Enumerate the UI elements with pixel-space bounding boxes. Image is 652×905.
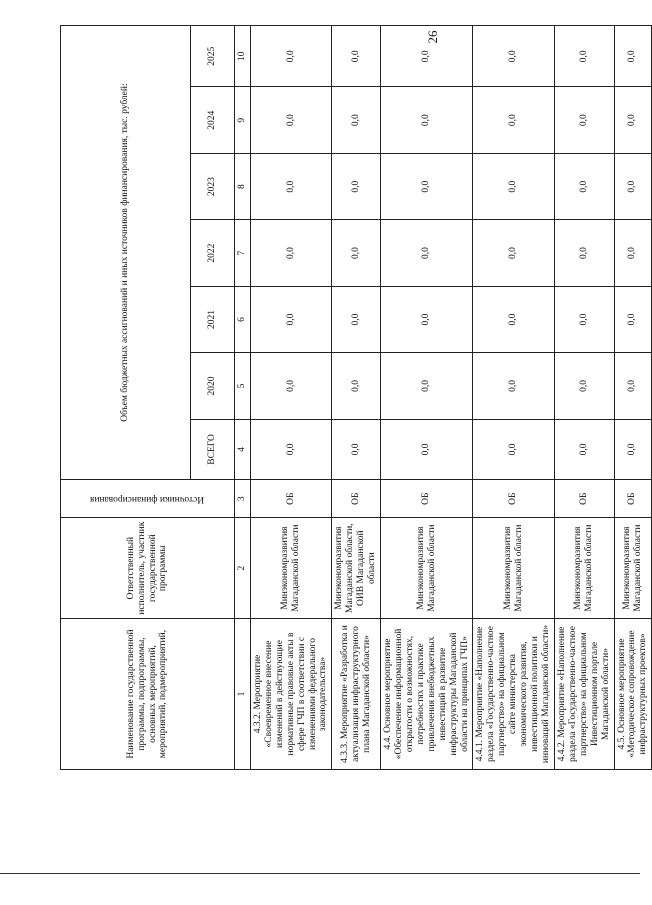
budget-table xyxy=(60,25,652,770)
header-name: Наименование государственной программы, подпрограммы, основных мероприятий, мероприятий, подмероприятий, xyxy=(61,619,235,770)
header-row-1 xyxy=(61,26,191,770)
header-total: ВСЕГО xyxy=(191,419,235,479)
row-source: ОБ xyxy=(332,480,381,518)
row-value: 0,0 xyxy=(614,87,652,153)
row-value: 0,0 xyxy=(554,286,614,352)
row-value: 0,0 xyxy=(473,286,554,352)
table-row xyxy=(381,26,473,770)
row-value: 0,0 xyxy=(473,87,554,153)
row-total: 0,0 xyxy=(332,419,381,479)
row-total: 0,0 xyxy=(250,419,331,479)
row-value: 0,0 xyxy=(332,286,381,352)
row-responsible: Минэкономразвития Магаданской области xyxy=(473,518,554,619)
column-number: 2 xyxy=(235,518,251,619)
row-value: 0,0 xyxy=(554,87,614,153)
row-total: 0,0 xyxy=(614,419,652,479)
row-value: 0,0 xyxy=(554,220,614,286)
row-source: ОБ xyxy=(614,480,652,518)
row-value: 0,0 xyxy=(381,353,473,419)
header-year: 2021 xyxy=(191,286,235,352)
row-value: 0,0 xyxy=(250,153,331,219)
row-value: 0,0 xyxy=(332,87,381,153)
column-number: 5 xyxy=(235,353,251,419)
row-value: 0,0 xyxy=(473,153,554,219)
table-row xyxy=(250,26,331,770)
row-source: ОБ xyxy=(554,480,614,518)
column-number: 9 xyxy=(235,87,251,153)
row-value: 0,0 xyxy=(614,26,652,88)
header-source xyxy=(61,480,235,518)
column-number: 6 xyxy=(235,286,251,352)
table-row xyxy=(473,26,554,770)
row-total: 0,0 xyxy=(381,419,473,479)
row-value: 0,0 xyxy=(332,353,381,419)
row-name: 4.4.2. Мероприятие «Наполнение раздела «Государственно-частное партнерство» на официальном Инвестиционном портале Магаданской области» xyxy=(554,619,614,770)
header-year: 2025 xyxy=(191,26,235,88)
column-number: 8 xyxy=(235,153,251,219)
header-responsible: Ответственный исполнитель, участник государственной программы xyxy=(61,518,235,619)
column-number: 10 xyxy=(235,26,251,88)
table-row xyxy=(332,26,381,770)
row-total: 0,0 xyxy=(554,419,614,479)
row-responsible: Минэкономразвития Магаданской области, ОИВ Магаданской области xyxy=(332,518,381,619)
row-value: 0,0 xyxy=(381,26,473,88)
column-number: 4 xyxy=(235,419,251,479)
row-name: 4.3.2. Мероприятие «Своевременное внесение изменений в действующие нормативные правовые акты в сфере ГЧП в соответствии с изменениями федерального законодательства» xyxy=(250,619,331,770)
row-value: 0,0 xyxy=(250,26,331,88)
row-source: ОБ xyxy=(473,480,554,518)
page-number: 26 xyxy=(425,30,440,44)
column-number: 7 xyxy=(235,220,251,286)
row-source: ОБ xyxy=(250,480,331,518)
row-value: 0,0 xyxy=(473,26,554,88)
row-value: 0,0 xyxy=(381,286,473,352)
row-responsible: Минэкономразвития Магаданской области xyxy=(250,518,331,619)
row-value: 0,0 xyxy=(250,286,331,352)
row-value: 0,0 xyxy=(554,26,614,88)
row-value: 0,0 xyxy=(381,153,473,219)
row-name: 4.3.3. Мероприятие «Разработка и актуализация инфраструктурного плана Магаданской области» xyxy=(332,619,381,770)
row-total: 0,0 xyxy=(473,419,554,479)
column-number: 1 xyxy=(235,619,251,770)
header-volume: Объем бюджетных ассигнований и иных источников финансирования, тыс. рублей: xyxy=(61,26,191,480)
row-value: 0,0 xyxy=(332,26,381,88)
table-row xyxy=(614,26,652,770)
row-name: 4.5. Основное мероприятие «Методическое сопровождение инфраструктурных проектов» xyxy=(614,619,652,770)
table-row xyxy=(554,26,614,770)
row-responsible: Минэкономразвития Магаданской области xyxy=(381,518,473,619)
column-number-row xyxy=(235,26,251,770)
row-value: 0,0 xyxy=(614,353,652,419)
row-value: 0,0 xyxy=(250,353,331,419)
row-value: 0,0 xyxy=(554,353,614,419)
row-source: ОБ xyxy=(381,480,473,518)
row-value: 0,0 xyxy=(381,87,473,153)
row-responsible: Минэкономразвития Магаданской области xyxy=(554,518,614,619)
header-year: 2024 xyxy=(191,87,235,153)
row-value: 0,0 xyxy=(250,220,331,286)
row-name: 4.4.1. Мероприятие «Наполнение раздела «Государственно-частное партнерство» на официальном сайте министерства экономического развития, инвестиционной политики и инноваций Магаданской области» xyxy=(473,619,554,770)
column-number: 3 xyxy=(235,480,251,518)
row-value: 0,0 xyxy=(473,220,554,286)
header-year: 2023 xyxy=(191,153,235,219)
row-responsible: Минэкономразвития Магаданской области xyxy=(614,518,652,619)
row-value: 0,0 xyxy=(614,220,652,286)
row-value: 0,0 xyxy=(614,153,652,219)
row-value: 0,0 xyxy=(381,220,473,286)
row-value: 0,0 xyxy=(250,87,331,153)
header-year: 2022 xyxy=(191,220,235,286)
row-value: 0,0 xyxy=(614,286,652,352)
header-year: 2020 xyxy=(191,353,235,419)
row-value: 0,0 xyxy=(332,220,381,286)
row-value: 0,0 xyxy=(473,353,554,419)
row-name: 4.4. Основное мероприятие «Обеспечение информационной открытости о возможностях, потребностях и практике привлечения внебюджетных инвестиций в развитие инфраструктуры Магаданской области на принципах ГЧП» xyxy=(381,619,473,770)
row-value: 0,0 xyxy=(554,153,614,219)
row-value: 0,0 xyxy=(332,153,381,219)
bottom-rule xyxy=(0,873,640,874)
header-source-text: Источники финансирования xyxy=(90,494,205,505)
